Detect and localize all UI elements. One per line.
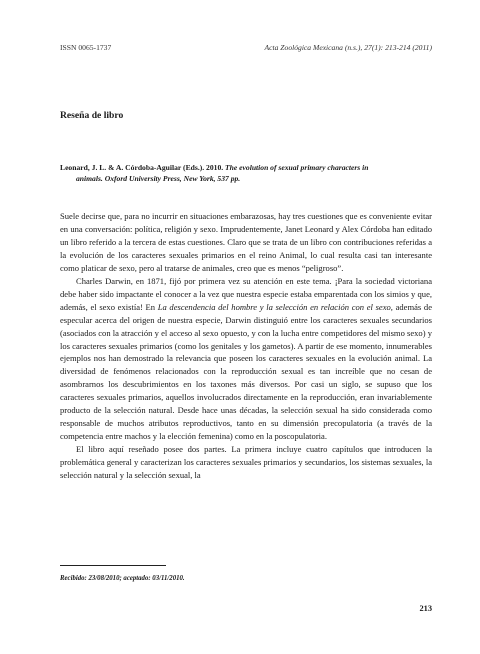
journal-citation: Acta Zoológica Mexicana (n.s.), 27(1): 213-214 (2011) xyxy=(264,43,432,52)
citation-title: The evolution of sexual primary characters in xyxy=(225,163,369,172)
section-title: Reseña de libro xyxy=(60,110,124,121)
paragraph-3: El libro aquí reseñado posee dos partes. La primera incluye cuatro capítulos que introducen la problemática general y caracterizan los caracteres sexuales primarios y secundarios, los sistemas sexuales, la selección natural y la selección sexual, la xyxy=(60,444,432,481)
citation-publisher: Oxford University Press, New York, 537 pp. xyxy=(104,174,241,183)
paragraph-2-text-a: Charles Darwin, en 1871, fijó por primera vez su atención en este tema. ¡Para la sociedad victoriana debe haber sido impactante el conocer a la vez que nuestra especie estaba emparentada con los simios y que, además, el sexo existía! En xyxy=(60,275,432,312)
book-citation xyxy=(60,162,432,184)
review-body xyxy=(60,210,432,482)
footnote-divider xyxy=(60,565,166,566)
page-number: 213 xyxy=(419,604,432,613)
running-head xyxy=(60,43,432,52)
citation-title-cont: animals. xyxy=(76,174,103,183)
paragraph-1: Suele decirse que, para no incurrir en situaciones embarazosas, hay tres cuestiones que es conveniente evitar en una conversación: política, religión y sexo. Imprudentemente, Janet Leonard y Alex Córdoba han editado un libro referido a la tercera de estas cuestiones. Claro que se trata de un libro con contribuciones referidas a la evolución de los caracteres sexuales primarios en el reino Animal, lo cual resulta casi tan interesante como platicar de sexo, pero al tratarse de animales, creo que es menos “peligroso”. xyxy=(60,211,432,273)
citation-authors: Leonard, J. L. & A. Córdoba-Aguilar (Eds.). 2010. xyxy=(60,163,224,172)
paragraph-2 xyxy=(60,275,432,443)
paragraph-2-text-b: , además de especular acerca del origen de nuestra especie, Darwin distinguió entre los caracteres sexuales secundarios (asociados con la atracción y el acceso al sexo opuesto, y con la lucha entre competidores del mismo sexo) y los caracteres sexuales primarios (como los genitales y los gametos). A partir de ese momento, innumerables ejemplos nos han demostrado la relevancia que poseen los caracteres sexuales en la evolución animal. La diversidad de fenómenos relacionados con la reproducción sexual es tan increíble que no cesan de asombrarnos los descubrimientos en los taxones más diversos. Por casi un siglo, se supuso que los caracteres sexuales primarios, aquellos involucrados directamente en la reproducción, eran invariablemente producto de la selección natural. Desde hace unas décadas, la selección sexual ha sido considerada como responsable de muchos atributos reproductivos, tanto en su dimensión precopulatoria (a través de la competencia entre machos y la elección femenina) como en la poscopulatoria. xyxy=(60,301,432,442)
darwin-book-title: La descendencia del hombre y la selección en relación con el sexo xyxy=(157,301,391,312)
issn: ISSN 0065-1737 xyxy=(60,43,112,52)
received-accepted-dates: Recibido: 23/08/2010; aceptado: 03/11/2010. xyxy=(60,575,185,582)
